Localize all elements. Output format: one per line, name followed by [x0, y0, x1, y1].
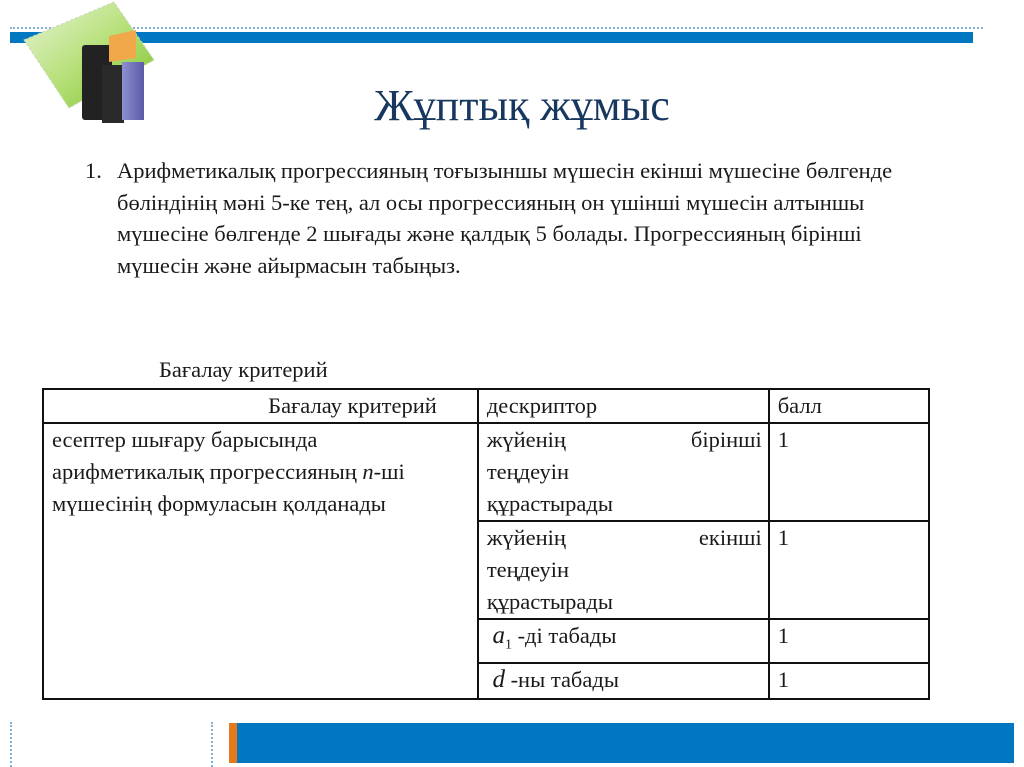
score-cell: 1: [769, 423, 929, 521]
task-text: Арифметикалық прогрессияның тоғызыншы мүшесін екінші мүшесіне бөлгенде бөліндінің мәні 5-ке тең, ал осы прогрессияның он үшінші мүшесін алтыншы мүшесіне бөлгенде 2 шығады және қалдық 5 болады. Прогрессияның бірінші мүшесін және айырмасын табыңыз.: [117, 158, 893, 278]
n-variable: n: [362, 459, 374, 484]
table-row: [43, 423, 929, 521]
table-header-row: [43, 389, 929, 423]
table-caption: Бағалау критерий: [159, 357, 328, 382]
header-score: балл: [769, 389, 929, 423]
header-descriptor: дескриптор: [478, 389, 769, 423]
slide-title: Жұптық жұмыс: [374, 81, 670, 130]
score-cell: 1: [769, 619, 929, 663]
bottom-orange-accent: [229, 723, 237, 763]
task-number: 1.: [85, 158, 102, 183]
descriptor-cell: d -ны табады: [478, 663, 769, 699]
score-cell: 1: [769, 663, 929, 699]
bottom-dotted-line-mid: [211, 722, 213, 767]
descriptor-cell: жүйенің бірінші теңдеуін құрастырады: [478, 423, 769, 521]
descriptor-cell: $a_1$ -ді табады: [478, 619, 769, 663]
bottom-dotted-line-left: [10, 722, 12, 767]
header-criterion: Бағалау критерий: [43, 389, 478, 423]
score-cell: 1: [769, 521, 929, 619]
criterion-cell: есептер шығару барысында арифметикалық прогрессияның n-ші мүшесінің формуласын қолданады: [43, 423, 478, 699]
bottom-accent-bar: [237, 723, 1014, 763]
assessment-table: [42, 388, 930, 700]
descriptor-cell: жүйенің екінші теңдеуін құрастырады: [478, 521, 769, 619]
